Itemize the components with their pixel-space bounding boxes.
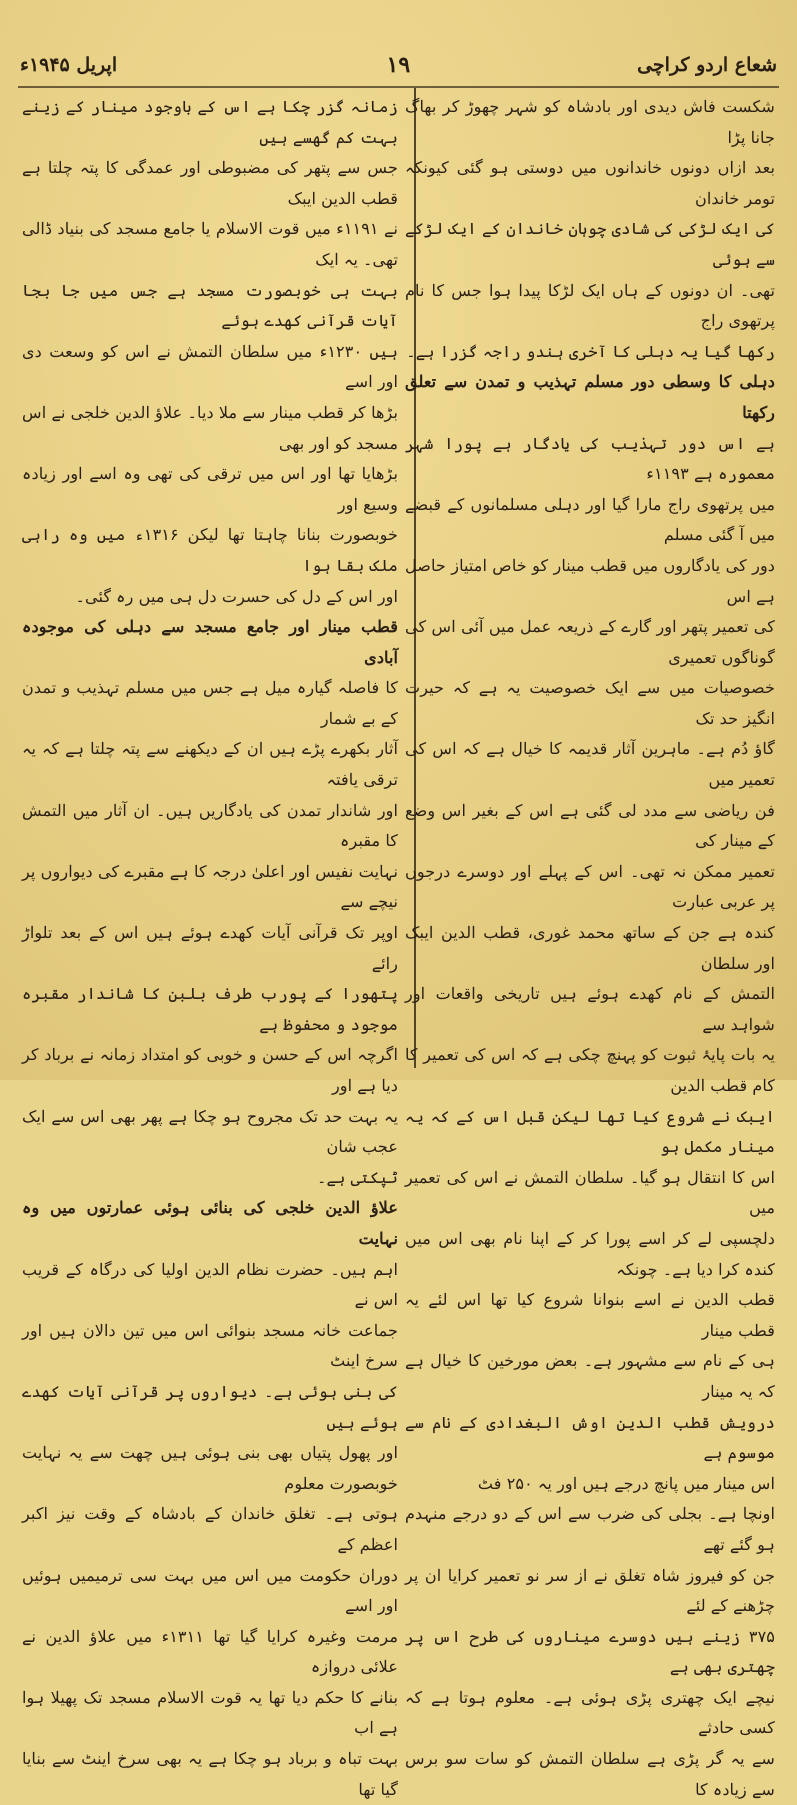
text-line: پتھورا کے پورب طرف بلبن کا شاندار مقبرہ موجود و محفوظ ہے bbox=[22, 984, 398, 1034]
text-line: قطب الدین نے اسے بنوانا شروع کیا تھا اس لئے یہ قطب مینار bbox=[405, 1290, 775, 1340]
text-line: دور کی یادگاروں میں قطب مینار کو خاص امتیاز حاصل ہے اس bbox=[405, 555, 775, 606]
text-line: شکست فاش دیدی اور بادشاہ کو شہر چھوڑ کر بھاگ جانا پڑا bbox=[405, 97, 775, 147]
text-line: جس سے پتھر کی مضبوطی اور عمدگی کا پتہ چلتا ہے قطب الدین ایبک bbox=[22, 158, 398, 208]
text-line: رکھا گیا یہ دہلی کا آخری ہندو راجہ گزرا ہے۔ bbox=[406, 341, 775, 361]
text-line: ہے اس دور تہذیب کی یادگار ہے پورا شہر معمورہ ہے ۱۱۹۳ء bbox=[405, 433, 775, 484]
right-column bbox=[405, 92, 775, 1805]
text-line: فن ریاضی سے مدد لی گئی ہے اس کے بغیر اس وضع کے مینار کی bbox=[405, 800, 775, 851]
text-line: اس مینار میں پانچ درجے ہیں اور یہ ۲۵۰ فٹ bbox=[477, 1473, 775, 1493]
text-line: نیچے ایک چھتری پڑی ہوئی ہے۔ معلوم ہوتا ہے کہ کسی حادثے bbox=[405, 1687, 775, 1738]
text-line: ٹپکتی ہے۔ bbox=[316, 1167, 398, 1187]
left-column bbox=[22, 92, 398, 1805]
header-rule bbox=[18, 86, 779, 88]
text-line: تعمیر ممکن نہ تھی۔ اس کے پہلے اور دوسرے درجوں پر عربی عبارت bbox=[405, 861, 775, 912]
text-line: اور پھول پتیاں بھی بنی ہوئی ہیں چھت سے یہ نہایت خوبصورت معلوم bbox=[22, 1443, 398, 1493]
text-line: ہی کے نام سے مشہور ہے۔ بعض مورخین کا خیال ہے کہ یہ مینار bbox=[405, 1351, 775, 1401]
text-line: میں پرتھوی راج مارا گیا اور دہلی مسلمانوں کے قبضے میں آ گئی مسلم bbox=[405, 494, 775, 545]
text-line: علاؤ الدین خلجی کی بنائی ہوئی عمارتوں میں وہ نہایت bbox=[22, 1198, 398, 1248]
text-line: بنانے کا حکم دیا تھا یہ قوت الاسلام مسجد تک پھیلا ہوا ہے اب bbox=[22, 1687, 398, 1738]
text-line: جماعت خانہ مسجد بنوائی اس میں تین دالان ہیں اور سرخ اینٹ bbox=[22, 1320, 398, 1371]
page-header bbox=[20, 52, 777, 86]
text-line: نے ۱۱۹۱ء میں قوت الاسلام یا جامع مسجد کی بنیاد ڈالی تھی۔ یہ ایک bbox=[22, 219, 398, 269]
text-line: خصوصیات میں سے ایک خصوصیت یہ ہے کہ حیرت انگیز حد تک bbox=[405, 678, 775, 728]
text-line: ہیں ۱۲۳۰ء میں سلطان التمش نے اس کو وسعت دی اور اسے bbox=[22, 341, 399, 392]
text-line: دہلی کا وسطی دور مسلم تہذیب و تمدن سے تعلق رکھتا bbox=[405, 372, 775, 422]
text-line: نہایت نفیس اور اعلیٰ درجہ کا ہے مقبرے کی دیواروں پر نیچے سے bbox=[22, 861, 398, 912]
text-line: سے یہ گر پڑی ہے سلطان التمش کو سات سو برس سے زیادہ کا bbox=[405, 1749, 775, 1799]
text-line: بڑھایا تھا اور اس میں ترقی کی تھی وہ اسے اور زیادہ وسیع اور bbox=[22, 464, 398, 514]
text-line: درویش قطب الدین اوش البغدادی کے نام سے موسوم ہے bbox=[405, 1412, 775, 1463]
text-line: یہ بات پایۂ ثبوت کو پہنچ چکی ہے کہ اس کی تعمیر کا کام قطب الدین bbox=[405, 1045, 775, 1095]
text-line: کی ایک لڑکی کی شادی چوہان خاندان کے ایک لڑکے سے ہوئی bbox=[405, 219, 775, 269]
text-line: کندہ ہے جن کے ساتھ محمد غوری، قطب الدین ایبک اور سلطان bbox=[405, 923, 775, 973]
text-line: بہت ہی خوبصورت مسجد ہے جس میں جا بجا آیات قرآنی کھدے ہوئے bbox=[22, 280, 398, 331]
text-line: جن کو فیروز شاہ تغلق نے از سر نو تعمیر کرایا ان پر چڑھنے کے لئے bbox=[405, 1565, 775, 1616]
journal-title: شعاع اردو کراچی bbox=[637, 54, 777, 76]
text-line: خوبصورت بنانا چاہتا تھا لیکن ۱۳۱۶ء میں وہ راہی ملک بقا ہوا bbox=[22, 525, 398, 575]
text-line: اہم ہیں۔ حضرت نظام الدین اولیا کی درگاہ کے قریب اس نے bbox=[22, 1259, 398, 1310]
page-number: ۱۹ bbox=[386, 52, 411, 78]
text-line: مرمت وغیرہ کرایا گیا تھا ۱۳۱۱ء میں علاؤ الدین نے علائی دروازہ bbox=[22, 1626, 398, 1677]
text-line: کی بنی ہوئی ہے۔ دیواروں پر قرآنی آیات کھدے ہوئے ہیں bbox=[22, 1381, 398, 1432]
text-line: اوپر تک قرآنی آیات کھدے ہوئے ہیں اس کے بعد تلواڑ رائے bbox=[22, 923, 398, 973]
text-line: گاؤ دُم ہے۔ ماہرین آثار قدیمہ کا خیال ہے کہ اس کی تعمیر میں bbox=[405, 739, 775, 790]
text-line: کی تعمیر پتھر اور گارے کے ذریعہ عمل میں آئی اس کی گوناگوں تعمیری bbox=[405, 617, 775, 667]
text-line: ہوتی ہے۔ تغلق خاندان کے بادشاہ کے وقت نیز اکبر اعظم کے bbox=[22, 1504, 398, 1554]
issue-date: اپریل ۱۹۴۵ء bbox=[20, 54, 118, 76]
text-line: بعد ازاں دونوں خاندانوں میں دوستی ہو گئی کیونکہ تومر خاندان bbox=[405, 158, 775, 208]
text-line: اور اس کے دل کی حسرت دل ہی میں رہ گئی۔ bbox=[75, 586, 398, 606]
text-line: زمانہ گزر چکا ہے اس کے باوجود مینار کے زینے بہت کم گھسے ہیں bbox=[22, 97, 398, 147]
text-line: اگرچہ اس کے حسن و خوبی کو امتداد زمانہ نے برباد کر دیا ہے اور bbox=[22, 1045, 398, 1095]
text-line: اونچا ہے۔ بجلی کی ضرب سے اس کے دو درجے منہدم ہو گئے تھے bbox=[405, 1504, 775, 1554]
text-line: کا فاصلہ گیارہ میل ہے جس میں مسلم تہذیب و تمدن کے بے شمار bbox=[22, 678, 398, 728]
text-line: التمش کے نام کھدے ہوئے ہیں تاریخی واقعات اور شواہد سے bbox=[405, 984, 775, 1034]
text-line: تھی۔ ان دونوں کے ہاں ایک لڑکا پیدا ہوا جس کا نام پرتھوی راج bbox=[405, 280, 775, 331]
text-line: قطب مینار اور جامع مسجد سے دہلی کی موجودہ آبادی bbox=[22, 617, 398, 667]
text-line: بڑھا کر قطب مینار سے ملا دیا۔ علاؤ الدین خلجی نے اس مسجد کو اور بھی bbox=[22, 402, 398, 453]
text-line: دوران حکومت میں اس میں بہت سی ترمیمیں ہوئیں اور اسے bbox=[22, 1565, 398, 1616]
text-line: ایبک نے شروع کیا تھا لیکن قبل اس کے کہ یہ مینار مکمل ہو bbox=[405, 1106, 775, 1157]
text-line: اور شاندار تمدن کی یادگاریں ہیں۔ ان آثار میں التمش کا مقبرہ bbox=[22, 800, 398, 851]
text-line: اس کا انتقال ہو گیا۔ سلطان التمش نے اس کی تعمیر میں bbox=[405, 1167, 775, 1218]
text-line: بہت تباہ و برباد ہو چکا ہے یہ بھی سرخ اینٹ سے بنایا گیا تھا bbox=[22, 1749, 398, 1799]
text-line: آثار بکھرے پڑے ہیں ان کے دیکھنے سے پتہ چلتا ہے کہ یہ ترقی یافتہ bbox=[22, 739, 398, 790]
text-line: دلچسپی لے کر اسے پورا کر کے اپنا نام بھی اس میں کندہ کرا دیا ہے۔ چونکہ bbox=[405, 1228, 775, 1279]
text-line: ۳۷۵ زینے ہیں دوسرے میناروں کی طرح اس پر چھتری بھی ہے bbox=[405, 1626, 775, 1677]
text-line: یہ بہت حد تک مجروح ہو چکا ہے پھر بھی اس سے ایک عجب شان bbox=[22, 1106, 398, 1157]
